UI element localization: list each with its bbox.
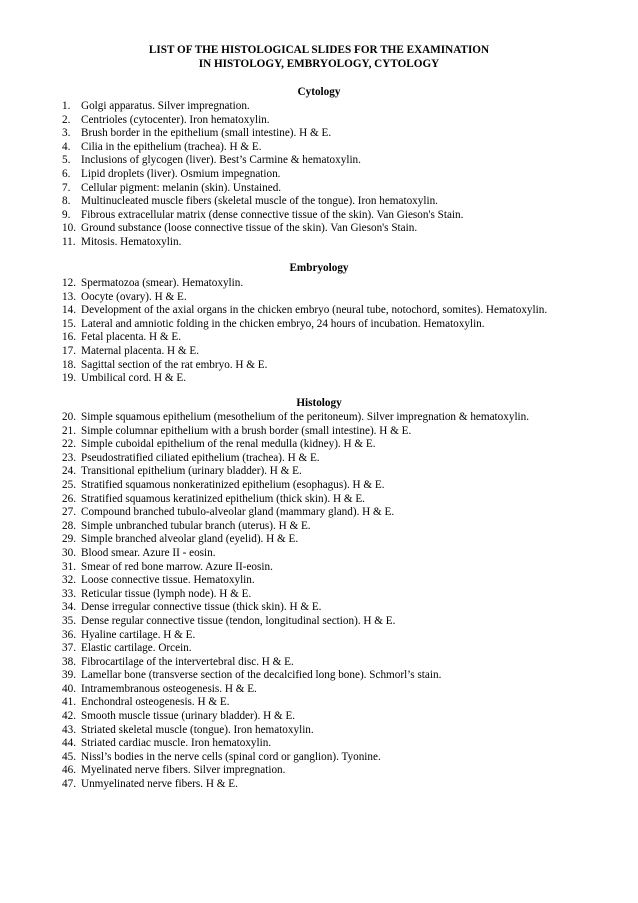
list-item-number: 42. [62,710,76,723]
list-item-number: 15. [62,317,76,330]
list-item [0,724,638,738]
list-item-text: Lipid droplets (liver). Osmium impegnation. [81,167,281,180]
list-item-text: Maternal placenta. H & E. [81,344,200,357]
list-item [0,154,638,168]
list-item-text: Fibrous extracellular matrix (dense connective tissue of the skin). Van Gieson's Stain. [81,208,464,221]
list-item [0,669,638,683]
list-item-number: 3. [62,127,71,140]
list-item-text: Dense regular connective tissue (tendon, longitudinal section). H & E. [81,614,396,627]
list-item-text: Smooth muscle tissue (urinary bladder). H & E. [81,710,296,723]
list-item-number: 31. [62,560,76,573]
list-item [0,411,638,425]
list-item [0,236,638,250]
list-item [0,764,638,778]
list-item [0,331,638,345]
list-item-number: 4. [62,140,71,153]
list-item-number: 35. [62,614,76,627]
list-item-text: Striated skeletal muscle (tongue). Iron hematoxylin. [81,723,314,736]
list-item-text: Fibrocartilage of the intervertebral disc. H & E. [81,655,294,668]
list-item-number: 43. [62,723,76,736]
list-item-number: 18. [62,358,76,371]
list-item [0,359,638,373]
list-item [0,195,638,209]
list-item [0,222,638,236]
list-item [0,168,638,182]
list-item [0,182,638,196]
embryology-slide-list [0,277,638,386]
list-item [0,683,638,697]
list-item-number: 14. [62,304,76,317]
list-item [0,425,638,439]
list-item [0,656,638,670]
list-item-text: Simple columnar epithelium with a brush border (small intestine). H & E. [81,424,412,437]
list-item-number: 11. [62,235,76,248]
list-item [0,493,638,507]
list-item-text: Pseudostratified ciliated epithelium (trachea). H & E. [81,451,320,464]
list-item-text: Sagittal section of the rat embryo. H & E. [81,358,268,371]
list-item-text: Stratified squamous keratinized epithelium (thick skin). H & E. [81,492,365,505]
list-item-number: 19. [62,372,76,385]
list-item-text: Cellular pigment: melanin (skin). Unstained. [81,181,282,194]
list-item-number: 8. [62,195,71,208]
list-item-text: Elastic cartilage. Orcein. [81,642,192,655]
list-item [0,737,638,751]
list-item [0,506,638,520]
list-item-text: Reticular tissue (lymph node). H & E. [81,587,252,600]
list-item-number: 25. [62,478,76,491]
list-item-number: 1. [62,100,71,112]
list-item-number: 47. [62,778,76,791]
list-item-number: 2. [62,113,71,126]
list-item-number: 40. [62,682,76,695]
list-item-number: 13. [62,290,76,303]
list-item-text: Nissl’s bodies in the nerve cells (spinal cord or ganglion). Tyonine. [81,750,381,763]
list-item-number: 30. [62,546,76,559]
list-item-text: Oocyte (ovary). H & E. [81,290,187,303]
list-item-number: 20. [62,411,76,423]
list-item-text: Lamellar bone (transverse section of the decalcified long bone). Schmorl’s stain. [81,669,442,682]
list-item [0,642,638,656]
list-item [0,114,638,128]
list-item-number: 34. [62,601,76,614]
list-item-number: 41. [62,696,76,709]
histology-slide-list [0,411,638,792]
list-item-text: Hyaline cartilage. H & E. [81,628,196,641]
list-item-text: Blood smear. Azure II - eosin. [81,546,216,559]
list-item-text: Spermatozoa (smear). Hematoxylin. [81,277,244,289]
list-item-number: 44. [62,737,76,750]
list-item-number: 29. [62,533,76,546]
cytology-slide-list [0,100,638,250]
list-item [0,547,638,561]
list-item-text: Cilia in the epithelium (trachea). H & E. [81,140,262,153]
list-item-text: Umbilical cord. H & E. [81,372,187,385]
list-item-number: 22. [62,438,76,451]
document-title-line-2: IN HISTOLOGY, EMBRYOLOGY, CYTOLOGY [198,58,440,70]
list-item-number: 24. [62,465,76,478]
list-item [0,601,638,615]
list-item-number: 45. [62,750,76,763]
list-item-text: Mitosis. Hematoxylin. [81,235,182,248]
list-item [0,304,638,318]
list-item [0,520,638,534]
list-item [0,438,638,452]
list-item-text: Inclusions of glycogen (liver). Best’s Carmine & hematoxylin. [81,154,361,167]
list-item [0,345,638,359]
list-item-text: Simple unbranched tubular branch (uterus). H & E. [81,519,311,532]
list-item-number: 37. [62,642,76,655]
list-item-number: 17. [62,344,76,357]
list-item [0,318,638,332]
list-item-number: 5. [62,154,71,167]
list-item-text: Stratified squamous nonkeratinized epithelium (esophagus). H & E. [81,478,385,491]
list-item [0,533,638,547]
section-heading-histology: Histology [296,397,342,409]
list-item-number: 33. [62,587,76,600]
list-item [0,629,638,643]
list-item-text: Development of the axial organs in the chicken embryo (neural tube, notochord, somites). Hematoxylin. [81,304,548,317]
list-item-text: Fetal placenta. H & E. [81,331,182,344]
list-item-number: 28. [62,519,76,532]
list-item-text: Myelinated nerve fibers. Silver impregnation. [81,764,286,777]
list-item-number: 36. [62,628,76,641]
list-item-text: Simple cuboidal epithelium of the renal medulla (kidney). H & E. [81,438,376,451]
list-item-number: 39. [62,669,76,682]
list-item [0,209,638,223]
list-item-text: Golgi apparatus. Silver impregnation. [81,100,250,112]
list-item-text: Multinucleated muscle fibers (skeletal muscle of the tongue). Iron hematoxylin. [81,195,438,208]
list-item-text: Simple branched alveolar gland (eyelid). H & E. [81,533,299,546]
list-item-text: Dense irregular connective tissue (thick skin). H & E. [81,601,322,614]
list-item-text: Intramembranous osteogenesis. H & E. [81,682,257,695]
list-item-text: Unmyelinated nerve fibers. H & E. [81,778,238,791]
list-item [0,588,638,602]
list-item [0,452,638,466]
list-item [0,696,638,710]
section-heading-embryology: Embryology [289,262,349,274]
list-item-number: 6. [62,167,71,180]
list-item [0,574,638,588]
list-item [0,615,638,629]
list-item-number: 7. [62,181,71,194]
list-item-number: 23. [62,451,76,464]
list-item-text: Lateral and amniotic folding in the chicken embryo, 24 hours of incubation. Hematoxylin. [81,317,485,330]
list-item-number: 9. [62,208,71,221]
list-item [0,372,638,386]
list-item [0,479,638,493]
list-item-number: 27. [62,506,76,519]
list-item [0,141,638,155]
list-item-text: Enchondral osteogenesis. H & E. [81,696,230,709]
list-item-text: Compound branched tubulo-alveolar gland (mammary gland). H & E. [81,506,395,519]
list-item-text: Loose connective tissue. Hematoxylin. [81,574,255,587]
section-heading-cytology: Cytology [297,86,341,98]
list-item-text: Transitional epithelium (urinary bladder). H & E. [81,465,302,478]
list-item-text: Centrioles (cytocenter). Iron hematoxylin. [81,113,270,126]
list-item-text: Smear of red bone marrow. Azure II-eosin. [81,560,273,573]
list-item [0,465,638,479]
list-item [0,561,638,575]
list-item-number: 46. [62,764,76,777]
list-item-number: 10. [62,222,76,235]
list-item [0,710,638,724]
list-item [0,277,638,291]
list-item-number: 21. [62,424,76,437]
list-item-text: Ground substance (loose connective tissue of the skin). Van Gieson's Stain. [81,222,418,235]
list-item [0,127,638,141]
list-item-number: 38. [62,655,76,668]
list-item [0,751,638,765]
list-item-text: Striated cardiac muscle. Iron hematoxylin. [81,737,272,750]
list-item-number: 12. [62,277,76,289]
list-item-number: 26. [62,492,76,505]
list-item-number: 16. [62,331,76,344]
list-item-text: Simple squamous epithelium (mesothelium of the peritoneum). Silver impregnation & hematoxylin. [81,411,530,423]
list-item [0,100,638,114]
list-item [0,291,638,305]
list-item [0,778,638,792]
list-item-text: Brush border in the epithelium (small intestine). H & E. [81,127,332,140]
document-title-line-1: LIST OF THE HISTOLOGICAL SLIDES FOR THE EXAMINATION [148,44,490,56]
list-item-number: 32. [62,574,76,587]
